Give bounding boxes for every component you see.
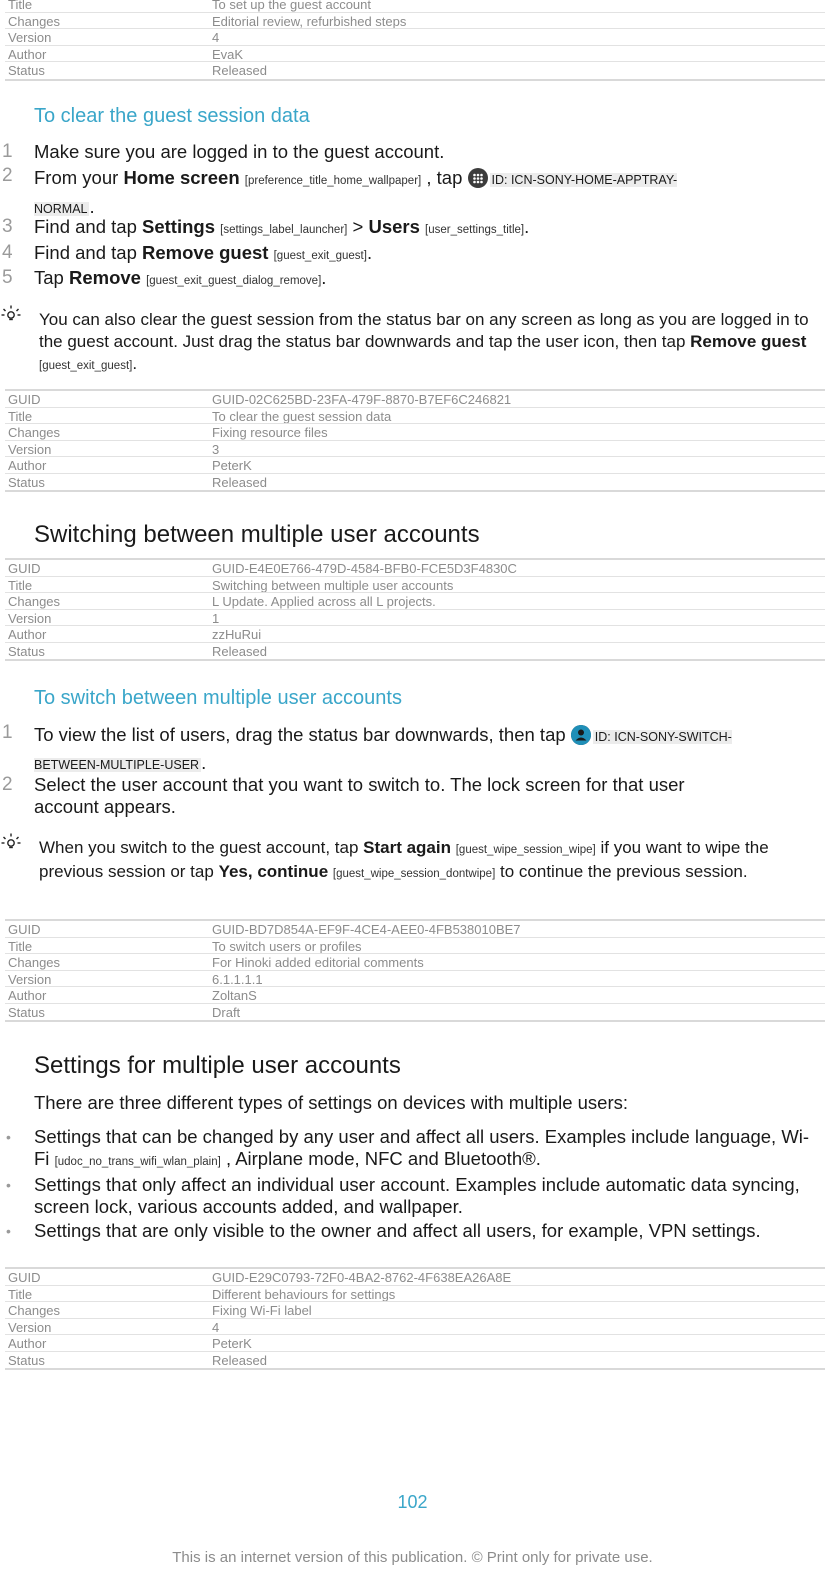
table-row xyxy=(5,1335,825,1352)
table-value: To switch users or profiles xyxy=(212,938,362,953)
lightbulb-icon xyxy=(0,832,22,859)
table-row xyxy=(5,0,825,13)
table-row xyxy=(5,13,825,30)
table-row xyxy=(5,1302,825,1319)
table-key: Title xyxy=(8,938,33,954)
table-row xyxy=(5,391,825,408)
step-text-part: . xyxy=(321,267,327,288)
table-row xyxy=(5,610,825,627)
step-text xyxy=(34,267,824,292)
table-value: EvaK xyxy=(212,46,244,61)
task-heading-clear-guest: To clear the guest session data xyxy=(34,105,310,127)
table-key: Author xyxy=(8,988,47,1003)
bullet-dot: • xyxy=(6,1177,11,1193)
remove-guest-term: Remove guest xyxy=(690,332,807,351)
table-key: Status xyxy=(8,474,45,490)
table-value: To set up the guest account xyxy=(212,0,371,12)
step-text: Select the user account that you want to switch to. The lock screen for that user account appears. xyxy=(34,774,685,817)
step-text-part: . xyxy=(524,216,530,237)
metadata-table-switch-users xyxy=(5,919,825,1022)
table-row xyxy=(5,474,825,491)
settings-intro: There are three different types of settings on devices with multiple users: xyxy=(34,1092,629,1113)
table-key: Author xyxy=(8,46,47,62)
step-text-part: Find and tap xyxy=(34,216,137,237)
step-text xyxy=(34,165,724,222)
step-text-part: . xyxy=(366,242,373,263)
step-text: Make sure you are logged in to the guest account. xyxy=(34,141,445,162)
step-number: 2 xyxy=(2,774,13,795)
step-text xyxy=(34,216,824,241)
tip-text-part: . xyxy=(132,354,138,373)
table-row xyxy=(5,626,825,643)
table-key: GUID xyxy=(8,922,41,937)
tip-text xyxy=(39,309,809,377)
yes-continue-term: Yes, continue xyxy=(218,862,329,881)
table-value: GUID-02C625BD-23FA-479F-8870-B7EF6C246821 xyxy=(212,392,512,407)
table-value: Fixing Wi-Fi label xyxy=(212,1303,312,1318)
table-key: GUID xyxy=(8,1270,41,1285)
step-number: 3 xyxy=(2,216,13,237)
table-value: Released xyxy=(212,643,267,659)
table-row xyxy=(5,921,825,938)
resource-ref: [settings_label_launcher] xyxy=(220,224,348,236)
step-text-part: . xyxy=(201,752,207,773)
step-text-part: To view the list of users, drag the status bar downwards, then tap xyxy=(34,724,566,745)
step-text xyxy=(34,722,754,778)
table-row xyxy=(5,1269,825,1286)
table-key: Status xyxy=(8,1004,45,1020)
table-row xyxy=(5,560,825,577)
table-value: Released xyxy=(212,1352,267,1368)
resource-ref: [guest_exit_guest] xyxy=(273,250,367,262)
table-key: Title xyxy=(8,577,33,593)
resource-ref: [guest_wipe_session_dontwipe] xyxy=(332,868,496,880)
table-value: zzHuRui xyxy=(212,627,262,642)
table-row xyxy=(5,643,825,660)
step-text-part: . xyxy=(89,196,95,217)
table-row xyxy=(5,593,825,610)
bullet-text-part: Settings that can be changed by any user and affect all users. Examples include language, xyxy=(34,1126,777,1147)
tip-text xyxy=(39,837,809,885)
table-row xyxy=(5,441,825,458)
table-value: PeterK xyxy=(212,1336,252,1351)
table-row xyxy=(5,1004,825,1021)
table-row xyxy=(5,577,825,594)
icon-id-label: ID: ICN-SONY-HOME-APPTRAY-NORMAL xyxy=(34,173,678,216)
table-key: Changes xyxy=(8,1303,61,1318)
table-value: Fixing resource files xyxy=(212,425,328,440)
table-key: GUID xyxy=(8,392,41,407)
table-key: Author xyxy=(8,627,47,642)
resource-ref: [guest_wipe_session_wipe] xyxy=(455,844,596,856)
table-row xyxy=(5,1319,825,1336)
table-key: Version xyxy=(8,971,52,987)
bullet-dot: • xyxy=(6,1223,11,1239)
bullet-dot: • xyxy=(6,1129,11,1145)
step-number: 1 xyxy=(2,722,13,743)
resource-ref: [preference_title_home_wallpaper] xyxy=(244,175,422,187)
table-row xyxy=(5,62,825,79)
table-value: GUID-BD7D854A-EF9F-4CE4-AEE0-4FB538010BE7 xyxy=(212,922,521,937)
home-screen-term: Home screen xyxy=(123,167,240,188)
bullet-text: Settings that only affect an individual user account. Examples include automatic data syncing, screen lock, various accounts added, and wallpaper. xyxy=(34,1174,800,1217)
table-value: For Hinoki added editorial comments xyxy=(212,955,424,970)
bullet-text-part: , Airplane mode, NFC and Bluetooth®. xyxy=(225,1148,541,1169)
remove-term: Remove xyxy=(68,267,141,288)
table-value: 4 xyxy=(212,1319,220,1334)
table-key: Changes xyxy=(8,425,61,440)
table-value: Released xyxy=(212,63,267,78)
metadata-table-clear-guest xyxy=(5,389,825,492)
table-value: 4 xyxy=(212,30,220,45)
table-key: Version xyxy=(8,441,52,457)
step-number: 2 xyxy=(2,165,13,186)
tip-text-part: if you want to wipe the previous session or tap xyxy=(39,838,769,881)
table-value: Editorial review, refurbished steps xyxy=(212,13,407,28)
table-value: GUID-E29C0793-72F0-4BA2-8762-4F638EA26A8E xyxy=(212,1270,512,1285)
settings-term: Settings xyxy=(142,216,215,237)
table-value: L Update. Applied across all L projects. xyxy=(212,594,436,609)
page-number: 102 xyxy=(397,1492,428,1512)
table-key: Version xyxy=(8,1319,52,1335)
bullet-text: Settings that are only visible to the owner and affect all users, for example, VPN settings. xyxy=(34,1220,761,1241)
section-heading-settings: Settings for multiple user accounts xyxy=(34,1052,401,1079)
apps-grid-icon xyxy=(468,168,488,188)
tip-text-part: When you switch to the guest account, tap xyxy=(39,838,359,857)
resource-ref: [guest_exit_guest] xyxy=(39,360,133,372)
table-value: Draft xyxy=(212,1004,241,1020)
table-row xyxy=(5,457,825,474)
metadata-table-switching xyxy=(5,558,825,661)
table-value: ZoltanS xyxy=(212,988,257,1003)
table-value: 1 xyxy=(212,610,220,625)
step-text-part: Find and tap xyxy=(34,242,137,263)
table-row xyxy=(5,29,825,46)
table-key: Version xyxy=(8,610,52,626)
table-value: Different behaviours for settings xyxy=(212,1286,396,1301)
table-row xyxy=(5,954,825,971)
table-row xyxy=(5,408,825,425)
start-again-term: Start again xyxy=(363,838,451,857)
table-key: Author xyxy=(8,1336,47,1351)
table-value: GUID-E4E0E766-479D-4584-BFB0-FCE5D3F4830C xyxy=(212,561,517,576)
section-heading-switching: Switching between multiple user accounts xyxy=(34,521,480,548)
step-text-part: Tap xyxy=(34,267,64,288)
metadata-table-settings xyxy=(5,1267,825,1370)
table-row xyxy=(5,1286,825,1303)
step-number: 5 xyxy=(2,267,13,288)
step-number: 1 xyxy=(2,141,13,162)
table-key: Status xyxy=(8,1352,45,1368)
table-value: 3 xyxy=(212,441,220,456)
table-row xyxy=(5,938,825,955)
table-key: Title xyxy=(8,1286,33,1302)
users-term: Users xyxy=(368,216,420,237)
step-text-part: , tap xyxy=(426,167,463,188)
table-key: Changes xyxy=(8,13,61,29)
icon-id-label: ID: ICN-SONY-SWITCH-BETWEEN-MULTIPLE-USER xyxy=(34,730,732,772)
table-row xyxy=(5,987,825,1004)
table-row xyxy=(5,971,825,988)
step-number: 4 xyxy=(2,242,13,263)
table-row xyxy=(5,424,825,441)
remove-guest-term: Remove guest xyxy=(142,242,269,263)
table-row xyxy=(5,46,825,63)
table-value: Switching between multiple user accounts xyxy=(212,577,454,592)
table-key: Status xyxy=(8,63,45,78)
table-key: Title xyxy=(8,0,33,12)
metadata-table-guest-setup xyxy=(5,0,825,81)
step-text-part: From your xyxy=(34,167,119,188)
resource-ref: [udoc_no_trans_wifi_wlan_plain] xyxy=(54,1156,221,1168)
step-text xyxy=(34,242,824,267)
table-value: PeterK xyxy=(212,458,252,473)
table-key: Changes xyxy=(8,955,61,970)
table-value: Released xyxy=(212,474,267,490)
table-key: Changes xyxy=(8,594,61,609)
table-key: Version xyxy=(8,30,52,45)
wifi-term: Wi-Fi xyxy=(34,1126,810,1169)
table-row xyxy=(5,1352,825,1369)
resource-ref: [user_settings_title] xyxy=(425,224,525,236)
user-avatar-icon xyxy=(571,725,591,745)
table-value: 6.1.1.1.1 xyxy=(212,971,263,986)
table-key: Status xyxy=(8,643,45,659)
table-key: Title xyxy=(8,408,33,424)
step-text-part: > xyxy=(352,216,364,237)
table-value: To clear the guest session data xyxy=(212,408,392,423)
tip-text-part: You can also clear the guest session from the status bar on any screen as long as you are logged in to the guest account. Just drag the status bar downwards and tap the user icon, then tap xyxy=(39,310,809,351)
tip-text-part: to continue the previous session. xyxy=(500,862,748,881)
table-key: Author xyxy=(8,458,47,473)
table-key: GUID xyxy=(8,561,41,576)
resource-ref: [guest_exit_guest_dialog_remove] xyxy=(146,275,322,287)
bullet-text xyxy=(34,1126,824,1173)
footer-notice: This is an internet version of this publication. © Print only for private use. xyxy=(172,1549,653,1566)
lightbulb-icon xyxy=(0,304,22,331)
task-heading-switch-users: To switch between multiple user accounts xyxy=(34,687,402,709)
